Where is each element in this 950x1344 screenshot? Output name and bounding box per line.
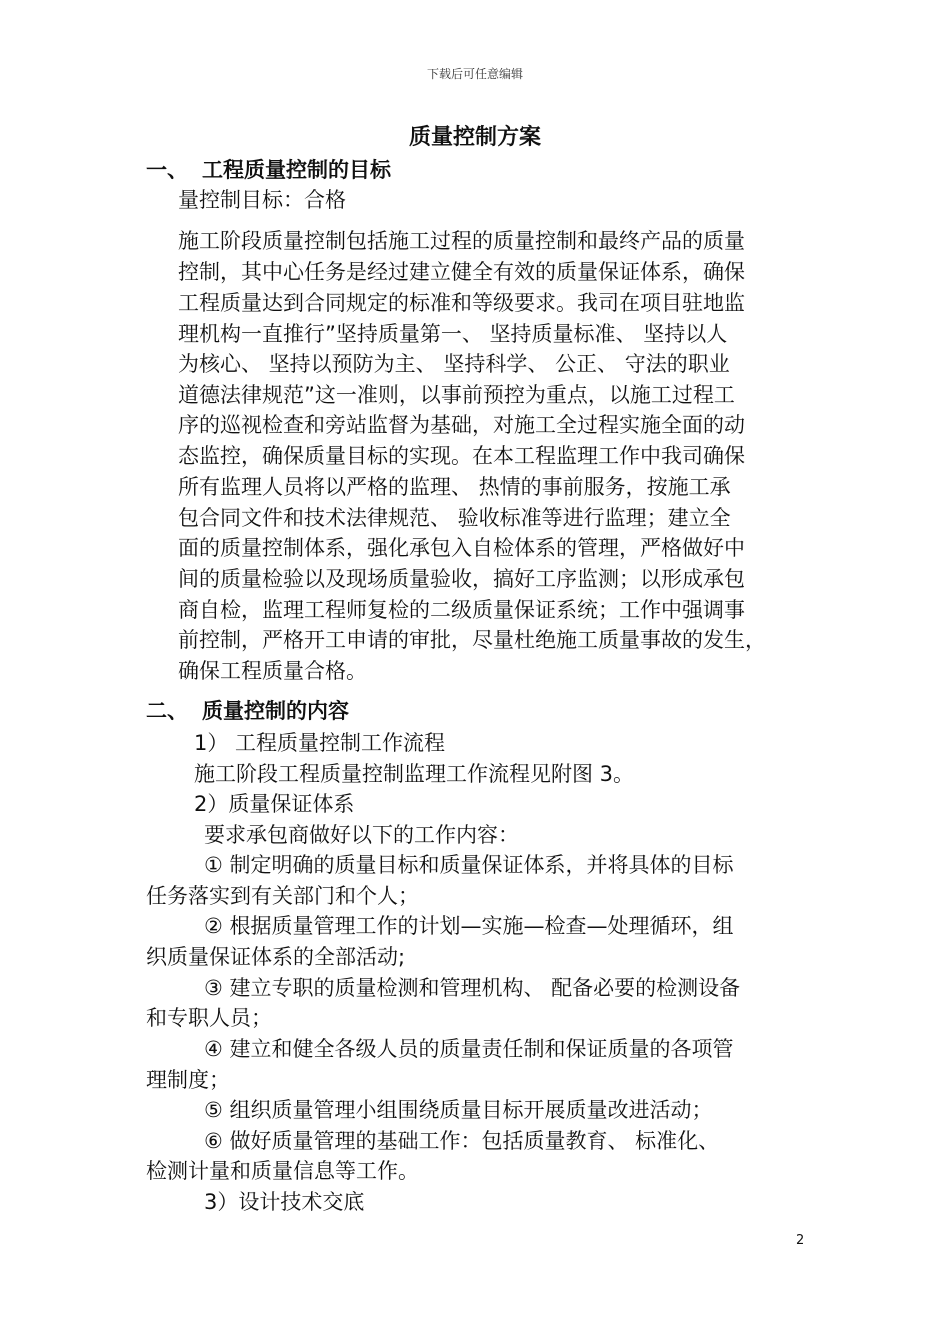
quality-goal: 量控制目标：合格 bbox=[178, 188, 346, 212]
list-item: ② 根据质量管理工作的计划—实施—检查—处理循环，组 bbox=[204, 914, 734, 938]
document-title: 质量控制方案 bbox=[408, 125, 541, 150]
paragraph-line: 控制，其中心任务是经过建立健全有效的质量保证体系，确保 bbox=[178, 260, 745, 284]
section-2-number: 二、 bbox=[146, 699, 188, 723]
section-1-heading bbox=[146, 156, 391, 185]
list-item: ③ 建立专职的质量检测和管理机构、 配备必要的检测设备 bbox=[204, 976, 741, 1000]
paragraph-line: 理机构一直推行”坚持质量第一、 坚持质量标准、 坚持以人 bbox=[178, 322, 728, 346]
subsection-heading: 2）质量保证体系 bbox=[194, 792, 355, 816]
paragraph-line: 为核心、 坚持以预防为主、 坚持科学、 公正、 守法的职业 bbox=[178, 352, 730, 376]
page-header-note: 下载后可任意编辑 bbox=[426, 67, 523, 81]
list-item-continuation: 检测计量和质量信息等工作。 bbox=[146, 1159, 419, 1183]
list-item: ① 制定明确的质量目标和质量保证体系，并将具体的目标 bbox=[204, 853, 734, 877]
list-item-continuation: 织质量保证体系的全部活动; bbox=[146, 945, 406, 969]
paragraph-line: 序的巡视检查和旁站监督为基础，对施工全过程实施全面的动 bbox=[178, 413, 745, 437]
list-item: ⑤ 组织质量管理小组围绕质量目标开展质量改进活动； bbox=[204, 1098, 713, 1122]
paragraph-line: 前控制，严格开工申请的审批，尽量杜绝施工质量事故的发生， bbox=[178, 628, 766, 652]
paragraph-line: 态监控，确保质量目标的实现。在本工程监理工作中我司确保 bbox=[178, 444, 745, 468]
section-2-heading bbox=[146, 697, 349, 726]
subsection-heading: 1） 工程质量控制工作流程 bbox=[194, 731, 446, 755]
paragraph-line: 施工阶段质量控制包括施工过程的质量控制和最终产品的质量 bbox=[178, 229, 745, 253]
content-line: 施工阶段工程质量控制监理工作流程见附图 3。 bbox=[194, 762, 635, 786]
paragraph-line: 工程质量达到合同规定的标准和等级要求。我司在项目驻地监 bbox=[178, 291, 745, 315]
page-number: 2 bbox=[796, 1233, 805, 1248]
paragraph-line: 面的质量控制体系，强化承包入自检体系的管理，严格做好中 bbox=[178, 536, 745, 560]
paragraph-line: 确保工程质量合格。 bbox=[178, 659, 367, 683]
list-item-continuation: 和专职人员； bbox=[146, 1006, 272, 1030]
list-item-continuation: 任务落实到有关部门和个人； bbox=[146, 884, 419, 908]
content-line: 要求承包商做好以下的工作内容： bbox=[204, 823, 519, 847]
section-1-number: 一、 bbox=[146, 158, 188, 182]
paragraph-line: 包合同文件和技术法律规范、 验收标准等进行监理；建立全 bbox=[178, 506, 731, 530]
paragraph-line: 所有监理人员将以严格的监理、 热情的事前服务，按施工承 bbox=[178, 475, 731, 499]
paragraph-line: 间的质量检验以及现场质量验收，搞好工序监测；以形成承包 bbox=[178, 567, 745, 591]
section-1-title: 工程质量控制的目标 bbox=[202, 158, 391, 182]
list-item: ⑥ 做好质量管理的基础工作：包括质量教育、 标准化、 bbox=[204, 1129, 720, 1153]
paragraph-line: 道德法律规范”这一准则，以事前预控为重点，以施工过程工 bbox=[178, 383, 735, 407]
list-item-continuation: 理制度； bbox=[146, 1068, 230, 1092]
paragraph-line: 商自检，监理工程师复检的二级质量保证系统；工作中强调事 bbox=[178, 598, 745, 622]
list-item: ④ 建立和健全各级人员的质量责任制和保证质量的各项管 bbox=[204, 1037, 734, 1061]
section-2-title: 质量控制的内容 bbox=[202, 699, 349, 723]
subsection-heading: 3）设计技术交底 bbox=[204, 1190, 365, 1214]
